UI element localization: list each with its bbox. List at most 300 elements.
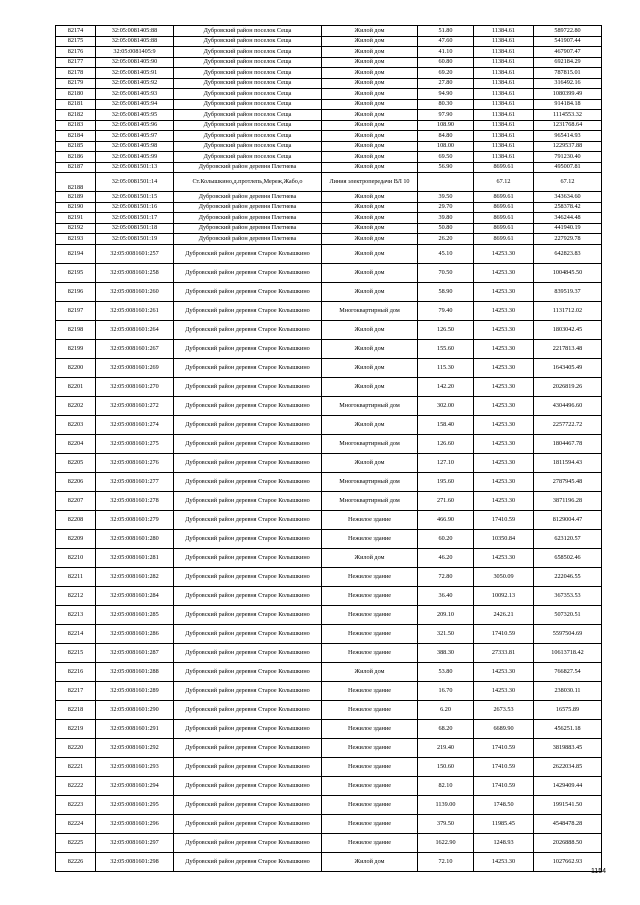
area-cell: 26.20 [418,234,474,245]
object-type-cell: Жилой дом [322,263,418,282]
object-type-cell: Жилой дом [322,202,418,213]
address-cell: Дубровский район поселок Сеща [174,141,322,152]
specific-value-cell: 14253.30 [474,320,534,339]
row-number-cell: 82191 [56,213,96,224]
table-row [56,301,602,320]
table-row [56,472,602,491]
cadastral-number-cell: 32:05:0081405:9 [96,47,174,58]
cadastral-number-cell: 32:05:0081601:278 [96,491,174,510]
cadastral-number-cell: 32:05:0081601:282 [96,567,174,586]
object-type-cell: Жилой дом [322,415,418,434]
address-cell: Дубровский район деревня Старое Колышкино [174,320,322,339]
object-type-cell: Жилой дом [322,223,418,234]
object-type-cell: Жилой дом [322,852,418,871]
area-cell: 271.60 [418,491,474,510]
cadastral-value-cell: 3871196.28 [534,491,602,510]
cadastral-number-cell: 32:05:0081501:17 [96,213,174,224]
cadastral-number-cell: 32:05:0081601:275 [96,434,174,453]
address-cell: Дубровский район деревня Плетнева [174,223,322,234]
area-cell: 80.30 [418,99,474,110]
area-cell: 69.20 [418,68,474,79]
address-cell: Дубровский район деревня Старое Колышкино [174,491,322,510]
cadastral-number-cell: 32:05:0081601:291 [96,719,174,738]
row-number-cell: 82211 [56,567,96,586]
address-cell: Дубровский район деревня Старое Колышкино [174,415,322,434]
object-type-cell: Нежилое здание [322,605,418,624]
object-type-cell: Многоквартирный дом [322,472,418,491]
specific-value-cell: 8699.61 [474,213,534,224]
table-row [56,529,602,548]
cadastral-number-cell: 32:05:0081601:264 [96,320,174,339]
address-cell: Дубровский район поселок Сеща [174,120,322,131]
object-type-cell: Жилой дом [322,339,418,358]
area-cell: 466.90 [418,510,474,529]
cadastral-value-cell: 2257722.72 [534,415,602,434]
specific-value-cell: 1748.50 [474,795,534,814]
object-type-cell: Нежилое здание [322,681,418,700]
table-row [56,244,602,263]
table-row [56,78,602,89]
table-row [56,358,602,377]
area-cell: 53.80 [418,662,474,681]
cadastral-number-cell: 32:05:0081601:292 [96,738,174,757]
area-cell: 1139.00 [418,795,474,814]
area-cell: 379.50 [418,814,474,833]
cadastral-value-cell: 541907.44 [534,36,602,47]
cadastral-number-cell: 32:05:0081405:94 [96,99,174,110]
address-cell: Дубровский район деревня Старое Колышкино [174,396,322,415]
area-cell: 72.80 [418,567,474,586]
area-cell: 79.40 [418,301,474,320]
table-row [56,192,602,203]
cadastral-value-cell: 642823.83 [534,244,602,263]
object-type-cell: Многоквартирный дом [322,301,418,320]
cadastral-value-cell: 839519.37 [534,282,602,301]
row-number-cell: 82216 [56,662,96,681]
cadastral-value-cell: 1803042.45 [534,320,602,339]
specific-value-cell: 10092.13 [474,586,534,605]
object-type-cell: Нежилое здание [322,814,418,833]
row-number-cell: 82189 [56,192,96,203]
specific-value-cell: 11384.61 [474,141,534,152]
specific-value-cell: 10350.84 [474,529,534,548]
cadastral-value-cell: 222046.55 [534,567,602,586]
object-type-cell: Жилой дом [322,47,418,58]
specific-value-cell: 67.12 [474,173,534,192]
object-type-cell: Жилой дом [322,131,418,142]
specific-value-cell: 14253.30 [474,301,534,320]
table-row [56,681,602,700]
specific-value-cell: 17410.59 [474,624,534,643]
object-type-cell: Жилой дом [322,213,418,224]
cadastral-number-cell: 32:05:0081501:15 [96,192,174,203]
address-cell: Дубровский район деревня Плетнева [174,234,322,245]
specific-value-cell: 2673.53 [474,700,534,719]
table-row [56,510,602,529]
cadastral-number-cell: 32:05:0081405:88 [96,36,174,47]
row-number-cell: 82223 [56,795,96,814]
table-row [56,173,602,192]
row-number-cell: 82219 [56,719,96,738]
address-cell: Дубровский район деревня Старое Колышкино [174,662,322,681]
cadastral-number-cell: 32:05:0081601:258 [96,263,174,282]
object-type-cell: Жилой дом [322,141,418,152]
area-cell: 195.60 [418,472,474,491]
cadastral-number-cell: 32:05:0081601:257 [96,244,174,263]
specific-value-cell: 14253.30 [474,377,534,396]
object-type-cell: Нежилое здание [322,586,418,605]
cadastral-value-cell: 2787945.48 [534,472,602,491]
cadastral-number-cell: 32:05:0081601:277 [96,472,174,491]
area-cell: 41.10 [418,47,474,58]
cadastral-value-cell: 623120.57 [534,529,602,548]
table-row [56,377,602,396]
cadastral-number-cell: 32:05:0081601:293 [96,757,174,776]
cadastral-value-cell: 914184.18 [534,99,602,110]
address-cell: Дубровский район деревня Старое Колышкино [174,833,322,852]
object-type-cell: Нежилое здание [322,776,418,795]
row-number-cell: 82177 [56,57,96,68]
area-cell: 84.80 [418,131,474,142]
area-cell: 58.90 [418,282,474,301]
page-number: 1154 [590,868,606,875]
cadastral-number-cell: 32:05:0081405:95 [96,110,174,121]
specific-value-cell: 14253.30 [474,396,534,415]
cadastral-number-cell: 32:05:0081405:99 [96,152,174,163]
cadastral-value-cell: 4548478.28 [534,814,602,833]
address-cell: Дубровский район деревня Старое Колышкино [174,377,322,396]
cadastral-value-cell: 1811594.43 [534,453,602,472]
area-cell [418,173,474,192]
table-row [56,700,602,719]
row-number-cell: 82184 [56,131,96,142]
cadastral-value-cell: 787815.01 [534,68,602,79]
specific-value-cell: 2426.21 [474,605,534,624]
cadastral-number-cell: 32:05:0081405:96 [96,120,174,131]
address-cell: Дубровский район деревня Старое Колышкино [174,738,322,757]
table-row [56,453,602,472]
row-number-cell: 82207 [56,491,96,510]
specific-value-cell: 14253.30 [474,491,534,510]
table-row [56,795,602,814]
cadastral-number-cell: 32:05:0081601:287 [96,643,174,662]
area-cell: 108.00 [418,141,474,152]
table-row [56,202,602,213]
object-type-cell: Жилой дом [322,282,418,301]
object-type-cell: Нежилое здание [322,738,418,757]
address-cell: Дубровский район деревня Старое Колышкино [174,358,322,377]
cadastral-number-cell: 32:05:0081601:269 [96,358,174,377]
cadastral-number-cell: 32:05:0081601:284 [96,586,174,605]
specific-value-cell: 14253.30 [474,681,534,700]
specific-value-cell: 6689.90 [474,719,534,738]
specific-value-cell: 17410.59 [474,776,534,795]
object-type-cell: Нежилое здание [322,795,418,814]
row-number-cell: 82174 [56,26,96,37]
object-type-cell: Нежилое здание [322,529,418,548]
object-type-cell: Жилой дом [322,234,418,245]
table-row [56,26,602,37]
address-cell: Дубровский район поселок Сеща [174,99,322,110]
row-number-cell: 82202 [56,396,96,415]
object-type-cell: Нежилое здание [322,567,418,586]
address-cell: Дубровский район деревня Старое Колышкино [174,700,322,719]
specific-value-cell: 11985.45 [474,814,534,833]
cadastral-number-cell: 32:05:0081501:13 [96,162,174,173]
cadastral-number-cell: 32:05:0081601:272 [96,396,174,415]
row-number-cell: 82213 [56,605,96,624]
table-row [56,162,602,173]
object-type-cell: Жилой дом [322,320,418,339]
table-row [56,263,602,282]
address-cell: Дубровский район деревня Старое Колышкино [174,719,322,738]
cadastral-value-cell: 589722.80 [534,26,602,37]
row-number-cell: 82205 [56,453,96,472]
object-type-cell: Жилой дом [322,57,418,68]
specific-value-cell: 8699.61 [474,234,534,245]
table-row [56,223,602,234]
cadastral-value-cell: 1643405.49 [534,358,602,377]
address-cell: Дубровский район деревня Плетнева [174,192,322,203]
cadastral-value-cell: 16575.89 [534,700,602,719]
cadastral-value-cell: 4304496.60 [534,396,602,415]
object-type-cell: Нежилое здание [322,624,418,643]
cadastral-value-cell: 1231768.64 [534,120,602,131]
area-cell: 126.50 [418,320,474,339]
table-row [56,776,602,795]
row-number-cell: 82209 [56,529,96,548]
area-cell: 6.20 [418,700,474,719]
object-type-cell: Жилой дом [322,36,418,47]
specific-value-cell: 11384.61 [474,26,534,37]
cadastral-number-cell: 32:05:0081405:98 [96,141,174,152]
table-row [56,131,602,142]
row-number-cell: 82197 [56,301,96,320]
cadastral-value-cell: 1429409.44 [534,776,602,795]
object-type-cell: Жилой дом [322,662,418,681]
row-number-cell: 82193 [56,234,96,245]
object-type-cell: Жилой дом [322,358,418,377]
cadastral-number-cell: 32:05:0081601:296 [96,814,174,833]
row-number-cell: 82214 [56,624,96,643]
cadastral-number-cell: 32:05:0081601:286 [96,624,174,643]
object-type-cell: Жилой дом [322,162,418,173]
cadastral-value-cell: 658502.46 [534,548,602,567]
area-cell: 70.50 [418,263,474,282]
table-row [56,833,602,852]
area-cell: 16.70 [418,681,474,700]
object-type-cell: Нежилое здание [322,833,418,852]
object-type-cell: Жилой дом [322,120,418,131]
cadastral-value-cell: 456251.18 [534,719,602,738]
table-row [56,68,602,79]
row-number-cell: 82196 [56,282,96,301]
specific-value-cell: 14253.30 [474,358,534,377]
specific-value-cell: 11384.61 [474,78,534,89]
cadastral-number-cell: 32:05:0081601:290 [96,700,174,719]
cadastral-number-cell: 32:05:0081601:274 [96,415,174,434]
row-number-cell: 82217 [56,681,96,700]
table-row [56,567,602,586]
address-cell: Дубровский район деревня Плетнева [174,162,322,173]
table-row [56,320,602,339]
object-type-cell: Многоквартирный дом [322,434,418,453]
row-number-cell: 82175 [56,36,96,47]
table-row [56,99,602,110]
row-number-cell: 82208 [56,510,96,529]
cadastral-value-cell: 1991541.50 [534,795,602,814]
row-number-cell: 82183 [56,120,96,131]
specific-value-cell: 11384.61 [474,131,534,142]
address-cell: Дубровский район деревня Старое Колышкино [174,586,322,605]
object-type-cell: Нежилое здание [322,757,418,776]
table-row [56,434,602,453]
address-cell: Дубровский район поселок Сеща [174,26,322,37]
object-type-cell: Жилой дом [322,453,418,472]
row-number-cell: 82221 [56,757,96,776]
specific-value-cell: 14253.30 [474,472,534,491]
cadastral-number-cell: 32:05:0081405:88 [96,26,174,37]
specific-value-cell: 17410.59 [474,738,534,757]
address-cell: Дубровский район деревня Старое Колышкино [174,548,322,567]
table-row [56,152,602,163]
address-cell: Дубровский район деревня Старое Колышкино [174,529,322,548]
address-cell: Дубровский район поселок Сеща [174,131,322,142]
object-type-cell: Нежилое здание [322,700,418,719]
area-cell: 68.20 [418,719,474,738]
specific-value-cell: 14253.30 [474,282,534,301]
table-row [56,57,602,68]
address-cell: Дубровский район поселок Сеща [174,152,322,163]
cadastral-value-cell: 965414.93 [534,131,602,142]
address-cell: Дубровский район деревня Старое Колышкино [174,757,322,776]
table-row [56,852,602,871]
address-cell: Дубровский район деревня Старое Колышкино [174,624,322,643]
cadastral-value-cell: 343634.60 [534,192,602,203]
address-cell: Дубровский район поселок Сеща [174,110,322,121]
row-number-cell: 82178 [56,68,96,79]
cadastral-value-cell: 1004845.50 [534,263,602,282]
address-cell: Дубровский район деревня Старое Колышкино [174,282,322,301]
area-cell: 126.60 [418,434,474,453]
table-row [56,662,602,681]
table-row [56,36,602,47]
address-cell: Дубровский район деревня Старое Колышкино [174,301,322,320]
cadastral-value-cell: 10613718.42 [534,643,602,662]
table-row [56,586,602,605]
table-row [56,339,602,358]
cadastral-number-cell: 32:05:0081405:93 [96,89,174,100]
cadastral-number-cell: 32:05:0081601:261 [96,301,174,320]
address-cell: Дубровский район поселок Сеща [174,89,322,100]
row-number-cell: 82180 [56,89,96,100]
specific-value-cell: 11384.61 [474,89,534,100]
cadastral-number-cell: 32:05:0081601:279 [96,510,174,529]
table-row [56,624,602,643]
row-number-cell: 82190 [56,202,96,213]
cadastral-value-cell: 316492.16 [534,78,602,89]
cadastral-value-cell: 692184.29 [534,57,602,68]
table-row [56,814,602,833]
cadastral-value-cell: 3819883.45 [534,738,602,757]
cadastral-number-cell: 32:05:0081601:298 [96,852,174,871]
cadastral-value-cell: 1804467.78 [534,434,602,453]
table-row [56,234,602,245]
specific-value-cell: 11384.61 [474,120,534,131]
cadastral-value-cell: 1131712.02 [534,301,602,320]
cadastral-number-cell: 32:05:0081601:270 [96,377,174,396]
object-type-cell: Линия электропередачи ВЛ 10 [322,173,418,192]
cadastral-value-cell: 2026819.26 [534,377,602,396]
registry-table-container [55,25,601,872]
address-cell: Дубровский район деревня Старое Колышкино [174,776,322,795]
cadastral-number-cell: 32:05:0081601:289 [96,681,174,700]
table-row [56,120,602,131]
row-number-cell: 82224 [56,814,96,833]
specific-value-cell: 8699.61 [474,202,534,213]
row-number-cell: 82203 [56,415,96,434]
table-row [56,213,602,224]
area-cell: 36.40 [418,586,474,605]
area-cell: 60.80 [418,57,474,68]
table-row [56,605,602,624]
specific-value-cell: 14253.30 [474,244,534,263]
area-cell: 69.50 [418,152,474,163]
table-row [56,548,602,567]
object-type-cell: Жилой дом [322,192,418,203]
area-cell: 158.40 [418,415,474,434]
row-number-cell: 82176 [56,47,96,58]
specific-value-cell: 14253.30 [474,453,534,472]
cadastral-value-cell: 495007.81 [534,162,602,173]
specific-value-cell: 14253.30 [474,339,534,358]
object-type-cell: Жилой дом [322,110,418,121]
specific-value-cell: 14253.30 [474,852,534,871]
address-cell: Дубровский район деревня Старое Колышкино [174,605,322,624]
cadastral-value-cell: 5597504.69 [534,624,602,643]
row-number-cell: 82206 [56,472,96,491]
row-number-cell: 82199 [56,339,96,358]
table-row [56,89,602,100]
cadastral-number-cell: 32:05:0081601:281 [96,548,174,567]
cadastral-number-cell: 32:05:0081601:285 [96,605,174,624]
cadastral-value-cell: 367353.53 [534,586,602,605]
address-cell: Дубровский район деревня Старое Колышкино [174,681,322,700]
cadastral-value-cell: 441940.19 [534,223,602,234]
area-cell: 115.30 [418,358,474,377]
object-type-cell: Нежилое здание [322,510,418,529]
cadastral-value-cell: 791230.40 [534,152,602,163]
address-cell: Дубровский район поселок Сеща [174,47,322,58]
area-cell: 39.50 [418,192,474,203]
row-number-cell: 82201 [56,377,96,396]
specific-value-cell: 17410.59 [474,757,534,776]
area-cell: 155.60 [418,339,474,358]
area-cell: 1622.90 [418,833,474,852]
area-cell: 82.10 [418,776,474,795]
address-cell: Дубровский район деревня Старое Колышкино [174,643,322,662]
row-number-cell: 82210 [56,548,96,567]
row-number-cell: 82204 [56,434,96,453]
cadastral-value-table [55,25,602,872]
specific-value-cell: 11384.61 [474,152,534,163]
cadastral-value-cell: 238030.11 [534,681,602,700]
address-cell: Дубровский район поселок Сеща [174,68,322,79]
table-row [56,110,602,121]
specific-value-cell: 17410.59 [474,510,534,529]
address-cell: Дубровский район поселок Сеща [174,57,322,68]
address-cell: Дубровский район деревня Старое Колышкино [174,510,322,529]
